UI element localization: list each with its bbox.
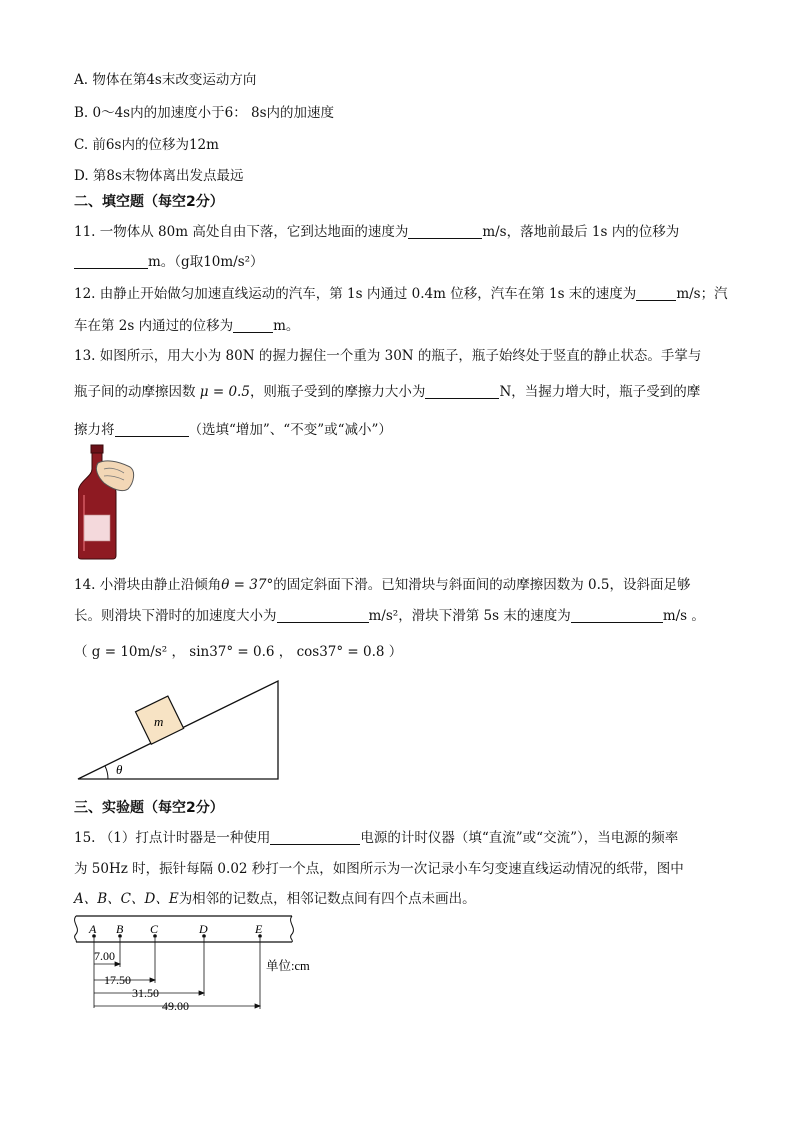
- angle-label: θ: [116, 762, 123, 777]
- q11-text-c: m。（g取10m/s²）: [148, 254, 264, 270]
- q14-text-d: ，滑块下滑第 5s 末的速度为: [398, 608, 571, 624]
- angle-arc: [105, 766, 108, 779]
- q15-points-text: A、B、C、D、E: [74, 891, 179, 907]
- q14-line1: [74, 573, 690, 593]
- q15-line1: [74, 826, 678, 846]
- point-e: E: [255, 922, 263, 936]
- q12-line1: [74, 282, 728, 302]
- q15-line2: 为 50Hz 时，振针每隔 0.02 秒打一个点，如图所示为一次记录小车匀变速直线运动情况的纸带，图中: [74, 861, 684, 877]
- q14-line3: （ g = 10m/s² ， sin37° = 0.6 ， cos37° = 0.8 ）: [74, 644, 403, 660]
- dim-ae: 49.00: [162, 999, 189, 1013]
- q11-blank-2[interactable]: [74, 254, 148, 269]
- q12-text-d: m。: [273, 318, 300, 334]
- dim-ac: 17.50: [104, 973, 131, 987]
- option-d: D. 第8s末物体离出发点最远: [74, 168, 244, 184]
- q14-text-c: 长。则滑块下滑时的加速度大小为: [74, 608, 277, 624]
- q13-mu: μ = 0.5: [199, 384, 250, 400]
- q13-line2: [74, 380, 700, 400]
- q12-text-c: 车在第 2s 内通过的位移为: [74, 318, 234, 334]
- q14-unit-1: m/s²: [368, 608, 399, 624]
- q12-text-b: m/s；汽: [676, 286, 728, 302]
- point-c: C: [150, 922, 159, 936]
- q14-blank-2[interactable]: [571, 608, 663, 623]
- section3-title: 三、实验题（每空2分）: [74, 800, 224, 816]
- q15-blank-1[interactable]: [270, 830, 360, 845]
- q11-line1: [74, 220, 679, 240]
- q12-text-a: 12. 由静止开始做匀加速直线运动的汽车，第 1s 内通过 0.4m 位移，汽车在第 1s 末的速度为: [74, 286, 637, 302]
- q11-blank-1[interactable]: [408, 224, 482, 239]
- q14-text-a: 14. 小滑块由静止沿倾角: [74, 577, 222, 593]
- bottle-label: [84, 515, 110, 541]
- tape-figure: [70, 912, 360, 1017]
- dim-ab: 7.00: [94, 949, 115, 963]
- q12-blank-2[interactable]: [233, 318, 273, 333]
- q14-blank-1[interactable]: [277, 608, 369, 623]
- tape-unit: 单位:cm: [266, 959, 310, 973]
- q13-text-e: （选填“增加”、“不变”或“减小”）: [188, 422, 392, 438]
- q13-text-d: 擦力将: [74, 422, 115, 438]
- point-b: B: [116, 922, 124, 936]
- q14-unit-2: m/s 。: [662, 608, 705, 624]
- q14-theta: θ = 37°: [221, 577, 274, 593]
- q13-blank-2[interactable]: [115, 422, 189, 437]
- dim-ad: 31.50: [132, 986, 159, 1000]
- q12-blank-1[interactable]: [636, 286, 676, 301]
- q15-line3: [74, 887, 476, 907]
- q13-line1: 13. 如图所示，用大小为 80N 的握力握住一个重为 30N 的瓶子，瓶子始终处于竖直的静止状态。手掌与: [74, 348, 702, 364]
- q11-text-b: m/s，落地前最后 1s 内的位移为: [482, 224, 680, 240]
- q15-text-c: 为相邻的记数点，相邻记数点间有四个点未画出。: [178, 891, 476, 907]
- q11-text-a: 11. 一物体从 80m 高处自由下落，它到达地面的速度为: [74, 224, 409, 240]
- q14-line2: [74, 604, 705, 624]
- incline-figure: [74, 676, 284, 784]
- q12-line2: [74, 314, 299, 334]
- point-a: A: [89, 922, 97, 936]
- q15-text-b: 电源的计时仪器（填“直流”或“交流”），当电源的频率: [360, 830, 679, 846]
- q14-text-b: 的固定斜面下滑。已知滑块与斜面间的动摩擦因数为 0.5，设斜面足够: [273, 577, 691, 593]
- point-d: D: [199, 922, 208, 936]
- q11-line2: [74, 250, 264, 270]
- option-b: B. 0～4s内的加速度小于6： 8s内的加速度: [74, 105, 335, 121]
- option-a: A. 物体在第4s末改变运动方向: [74, 72, 257, 88]
- q13-text-c: N，当握力增大时，瓶子受到的摩: [499, 384, 701, 400]
- option-c: C. 前6s内的位移为12m: [74, 137, 219, 153]
- bottle-cap: [91, 445, 103, 453]
- block-label: m: [154, 714, 164, 729]
- q15-text-a: 15. （1）打点计时器是一种使用: [74, 830, 271, 846]
- q13-blank-1[interactable]: [425, 384, 499, 399]
- q13-text-a: 瓶子间的动摩擦因数: [74, 384, 196, 400]
- q13-line3: [74, 418, 392, 438]
- section2-title: 二、填空题（每空2分）: [74, 194, 224, 210]
- q13-text-b: ，则瓶子受到的摩擦力大小为: [249, 384, 426, 400]
- bottle-figure: [78, 443, 138, 561]
